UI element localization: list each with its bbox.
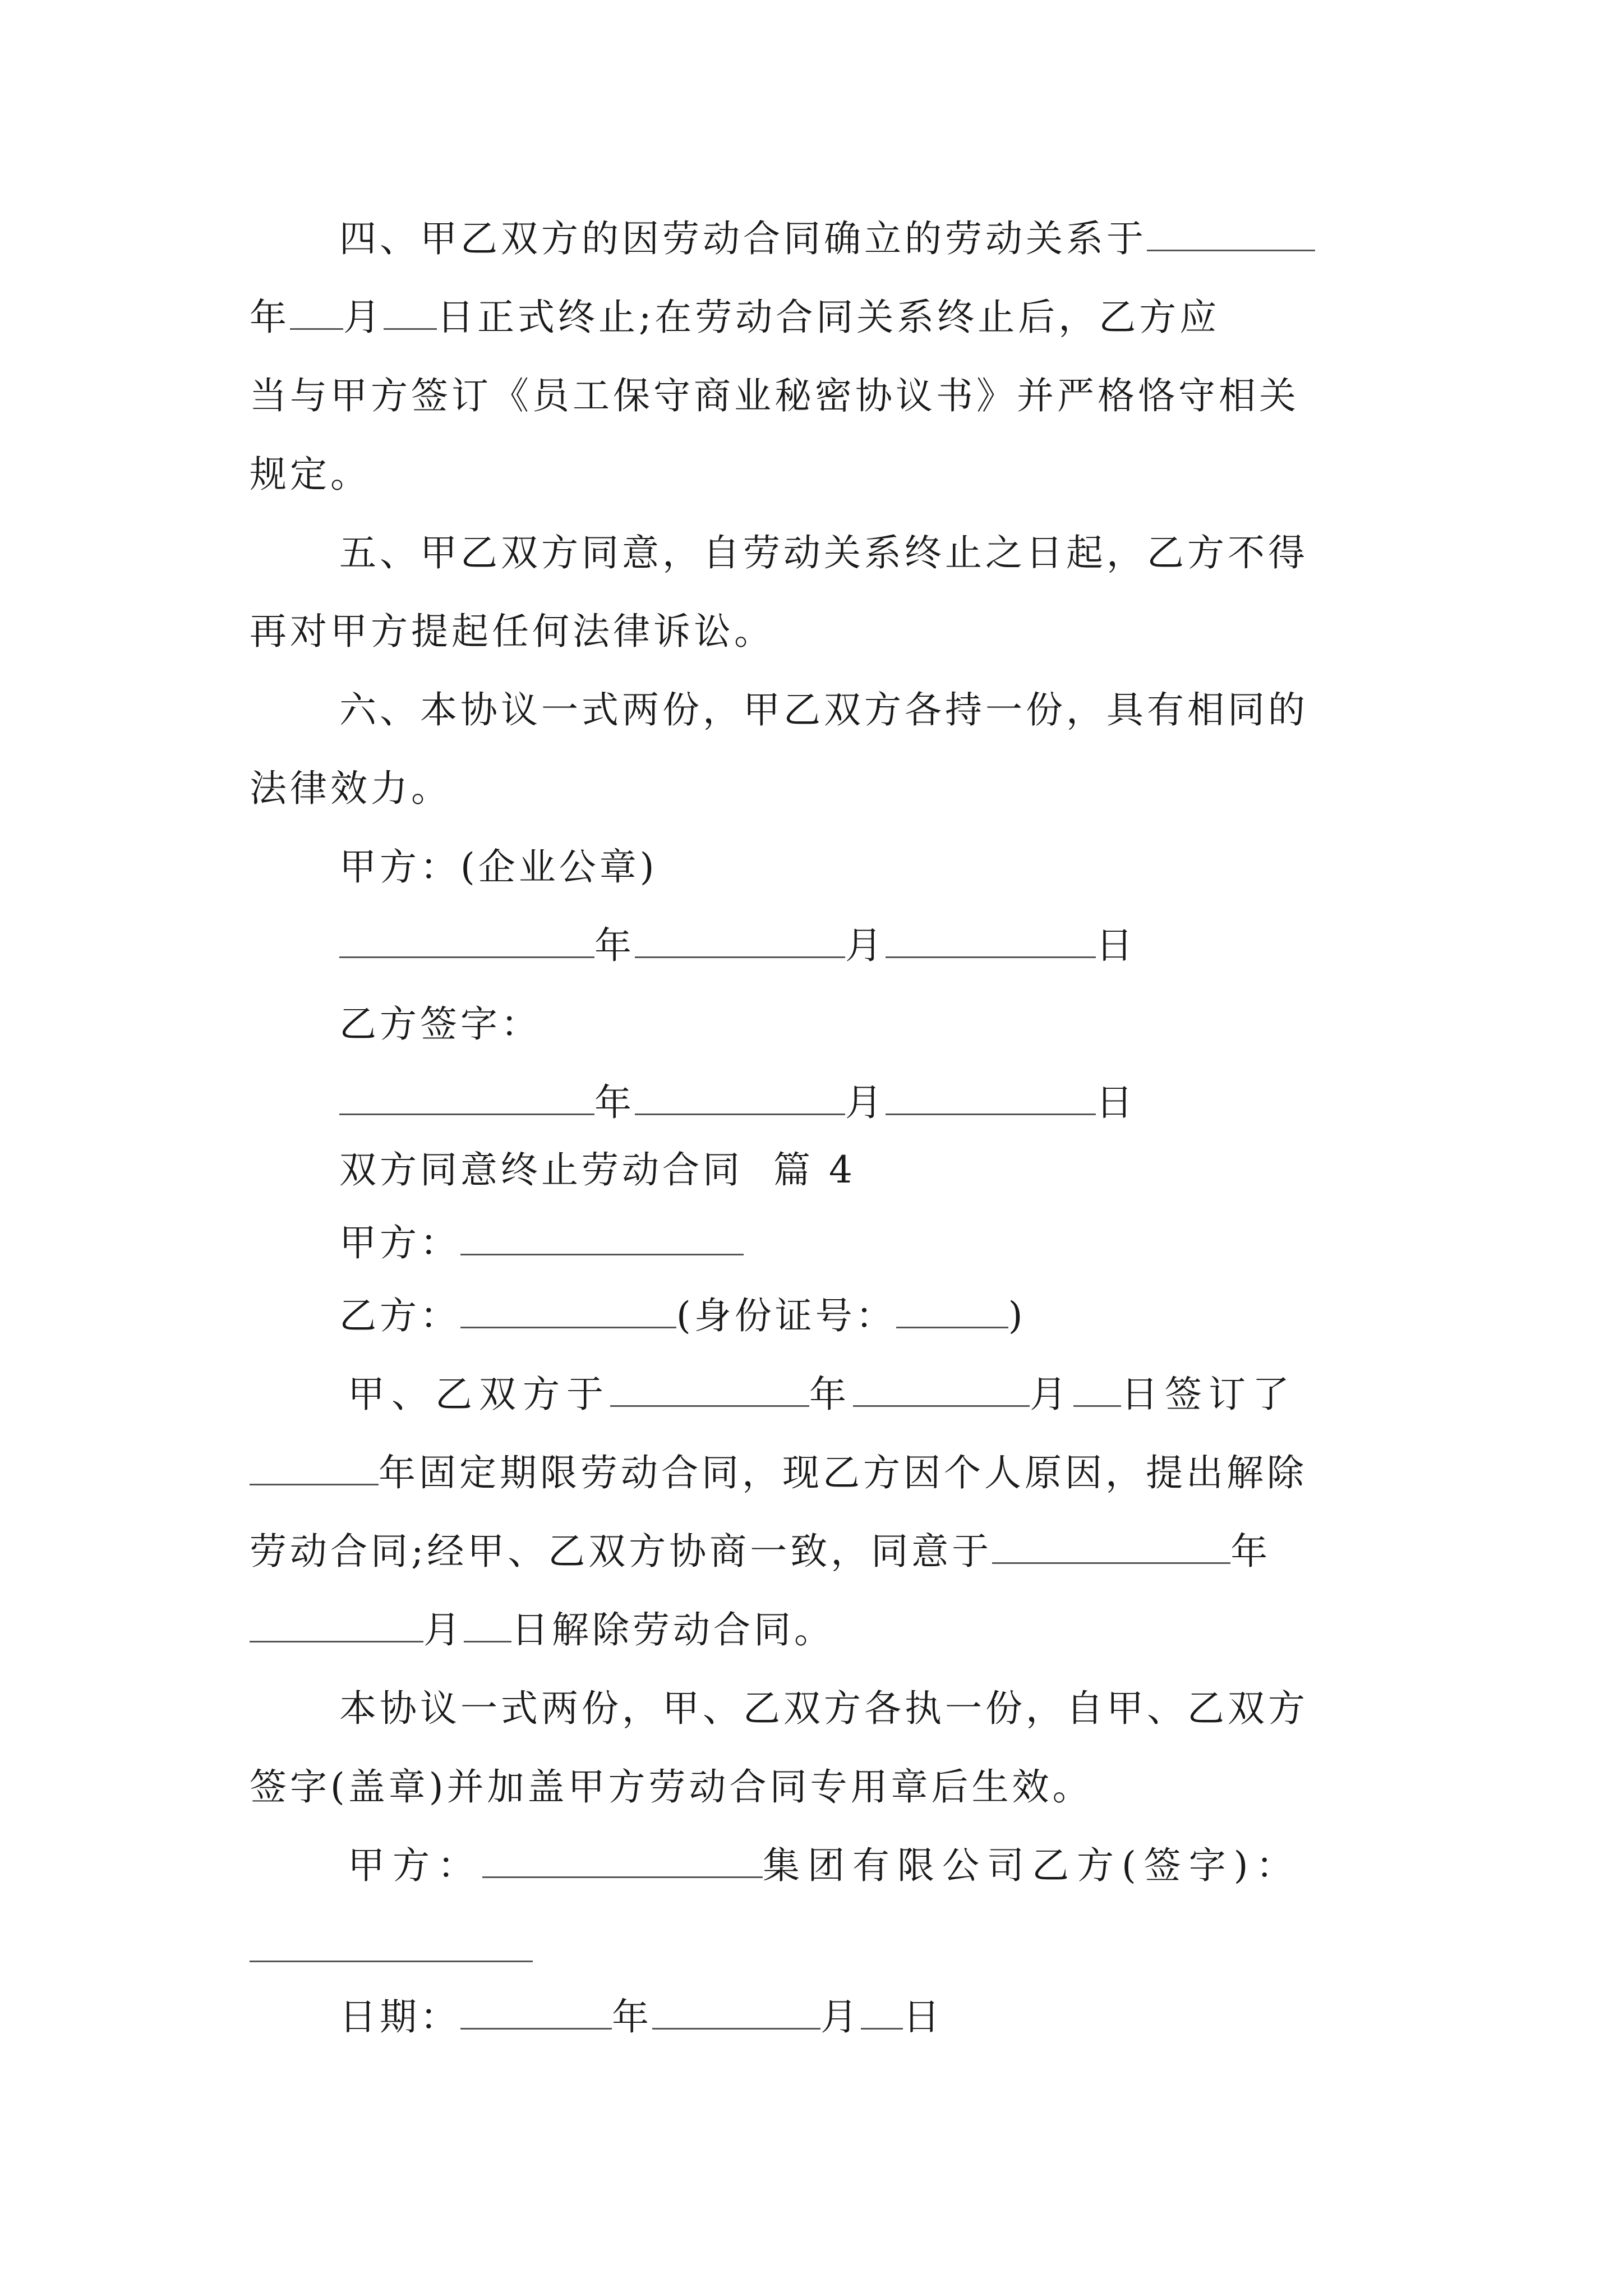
- month-blank: [635, 1081, 845, 1115]
- day-label: 日: [1096, 924, 1136, 967]
- party-b-signature-blank: [250, 1928, 533, 1962]
- day-blank: [1073, 1373, 1121, 1407]
- article5-line2: [250, 609, 1623, 654]
- party-b-label: 乙方签字：: [339, 1002, 541, 1046]
- party-a-label: 甲方：: [339, 1221, 460, 1264]
- date-label: 日期：: [339, 1995, 460, 2039]
- party-a-label: 甲方：: [348, 1844, 482, 1887]
- article4-line3: [250, 374, 1623, 418]
- id-number-blank: [896, 1294, 1008, 1328]
- year-label: 年: [612, 1995, 652, 2039]
- year-blank: [610, 1373, 809, 1407]
- id-number-close: ): [1008, 1294, 1026, 1337]
- year-blank: [339, 1081, 594, 1115]
- section4-text: 日解除劳动合同。: [511, 1608, 834, 1651]
- year-blank: [290, 296, 343, 330]
- article6-line1: [339, 688, 1623, 733]
- month-label: 月: [845, 1081, 886, 1124]
- party-a-blank: [460, 1221, 744, 1255]
- section4-para1-line1: [348, 1372, 1623, 1417]
- article6-text: 六、本协议一式两份，甲乙双方各持一份，具有相同的: [339, 688, 1308, 731]
- article4-line2: [250, 295, 1623, 340]
- term-blank: [250, 1451, 379, 1485]
- party-a-date-line: [339, 923, 1623, 968]
- section4-text: 本协议一式两份，甲、乙双方各执一份，自甲、乙双方: [339, 1687, 1308, 1730]
- day-blank: [861, 1995, 903, 2030]
- section-title: 双方同意终止劳动合同 篇 4: [339, 1148, 856, 1191]
- party-b-signature-blank-line: [250, 1927, 1623, 1972]
- year-label: 年: [1230, 1530, 1271, 1573]
- year-label: 年: [594, 1081, 635, 1124]
- section4-text: 年固定期限劳动合同，现乙方因个人原因，提出解除: [379, 1451, 1307, 1494]
- party-b-date-line: [339, 1080, 1623, 1125]
- month-blank: [635, 924, 845, 958]
- party-b-blank: [460, 1294, 676, 1328]
- article5-text: 再对甲方提起任何法律诉讼。: [250, 610, 774, 653]
- date-line: [339, 1995, 1623, 2040]
- party-a-label: 甲方：(企业公章): [339, 845, 658, 889]
- section4-text: 签字(盖章)并加盖甲方劳动合同专用章后生效。: [250, 1765, 1093, 1809]
- year-label: 年: [250, 296, 290, 339]
- article4-line4: [250, 452, 1623, 497]
- article4-line1: [339, 217, 1623, 261]
- article6-text: 法律效力。: [250, 767, 451, 810]
- month-blank: [853, 1373, 1030, 1407]
- article4-text: 当与甲方签订《员工保守商业秘密协议书》并严格恪守相关: [250, 374, 1299, 417]
- day-blank: [886, 1081, 1096, 1115]
- section4-text: 甲、乙双方于: [348, 1373, 610, 1416]
- section4-para1-line4: [250, 1608, 1623, 1653]
- section4-party-a-line: [339, 1221, 1623, 1266]
- company-sign-label: 集团有限公司乙方(签字)：: [763, 1844, 1301, 1887]
- day-blank: [886, 924, 1096, 958]
- section4-para1-line3: [250, 1529, 1623, 1574]
- section4-para2-line2: [250, 1765, 1623, 1810]
- day-blank: [464, 1608, 511, 1642]
- article4-text: 规定。: [250, 453, 371, 496]
- year-label: 年: [809, 1373, 853, 1416]
- article5-text: 五、甲乙双方同意，自劳动关系终止之日起，乙方不得: [339, 531, 1308, 574]
- id-number-label: (身份证号：: [676, 1294, 896, 1337]
- month-label: 月: [845, 924, 886, 967]
- section4-party-b-line: [339, 1294, 1623, 1338]
- party-a-seal-line: [339, 845, 1623, 890]
- section4-para1-line2: [250, 1451, 1623, 1496]
- month-label: 月: [1030, 1373, 1073, 1416]
- article5-line1: [339, 531, 1623, 576]
- month-blank: [652, 1995, 820, 2030]
- article4-text: 四、甲乙双方的因劳动合同确立的劳动关系于: [339, 217, 1147, 260]
- day-label: 日: [1096, 1081, 1136, 1124]
- year-label: 年: [594, 924, 635, 967]
- month-blank: [250, 1608, 423, 1642]
- article4-text: 日正式终止;在劳动合同关系终止后，乙方应: [437, 296, 1220, 339]
- party-b-label: 乙方：: [339, 1294, 460, 1337]
- party-b-sign-line: [339, 1002, 1623, 1047]
- year-blank: [992, 1530, 1230, 1564]
- month-label: 月: [820, 1995, 861, 2039]
- month-label: 月: [343, 296, 384, 339]
- section-heading: [339, 1148, 1623, 1193]
- year-blank: [460, 1995, 612, 2030]
- section4-signature-line: [348, 1843, 1623, 1888]
- company-name-blank: [482, 1844, 763, 1878]
- section4-text: 劳动合同;经甲、乙双方协商一致，同意于: [250, 1530, 993, 1573]
- date-blank: [1147, 217, 1315, 251]
- section4-para2-line1: [339, 1686, 1623, 1731]
- month-label: 月: [423, 1608, 464, 1651]
- day-label: 日: [903, 1995, 943, 2039]
- year-blank: [339, 924, 594, 958]
- month-blank: [384, 296, 437, 330]
- section4-text: 日签订了: [1121, 1373, 1296, 1416]
- article6-line2: [250, 766, 1623, 811]
